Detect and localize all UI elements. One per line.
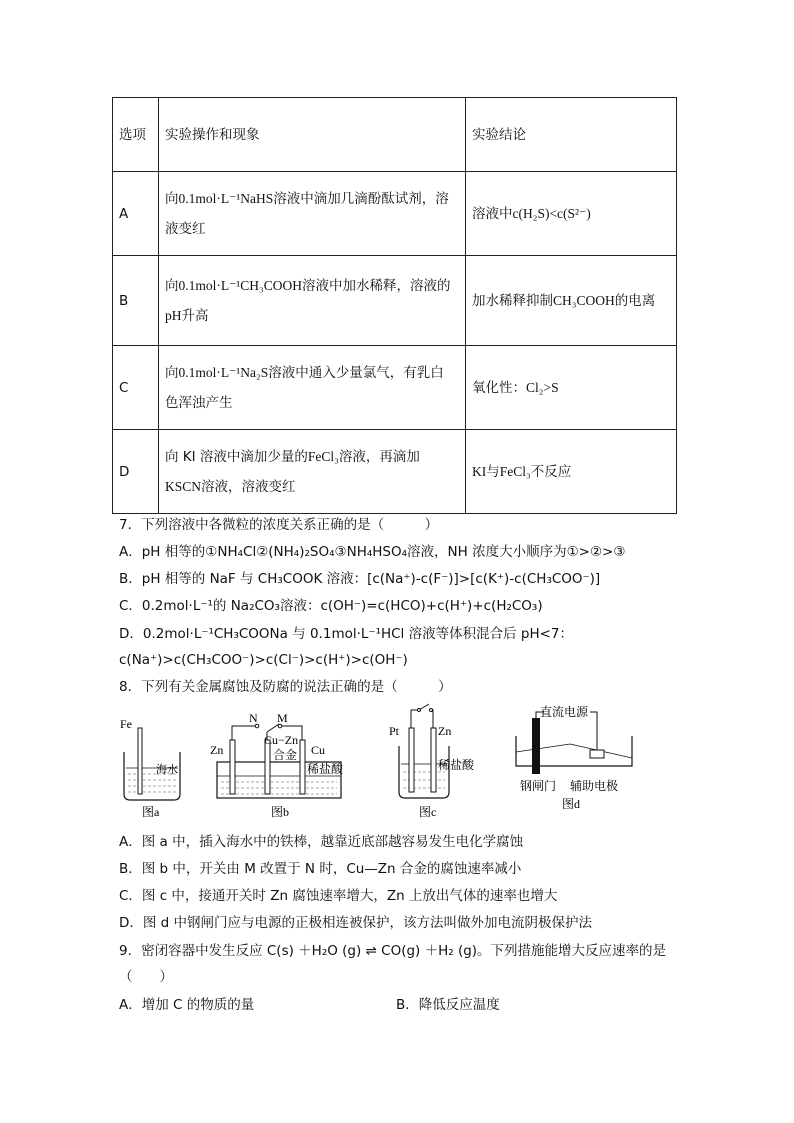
header-option: 选项 [113, 98, 159, 172]
formula: FeCl₃ [307, 448, 339, 464]
fig-b-caption: 图b [271, 805, 290, 819]
fig-b-left-electrode: Zn [210, 743, 224, 757]
q9-option-a: A．增加 C 的物质的量 [119, 997, 255, 1013]
formula: KI [472, 463, 487, 479]
formula: 0.1mol·L⁻¹CH₃COOH [178, 277, 303, 293]
fig-b-switch-n: N [249, 711, 258, 725]
table-row [113, 172, 677, 256]
q7-option-a: A．pH 相等的①NH₄Cl②(NH₄)₂SO₄③NH₄HSO₄溶液，NH 浓度大小顺序为①>②>③ [119, 544, 626, 560]
q9-paren: （ ） [119, 969, 173, 985]
formula: pH [165, 307, 182, 323]
table-row [113, 346, 677, 430]
fig-d-power-source: 直流电源 [540, 705, 589, 719]
header-operation: 实验操作和现象 [159, 98, 466, 172]
row-option: B [113, 256, 159, 346]
fig-b-right-electrode: Cu [311, 743, 326, 757]
row-conclusion: 溶液中c(H₂S)<c(S²⁻) [466, 172, 677, 256]
formula: CH₃COOH [553, 292, 615, 308]
table-row [113, 256, 677, 346]
figure-c [385, 702, 490, 820]
row-operation: 向 KI 溶液中滴加少量的FeCl₃溶液，再滴加 KSCN溶液，溶液变红 [159, 430, 466, 514]
table-header-row [113, 98, 677, 172]
fig-b-solution: 稀盐酸 [307, 762, 344, 776]
fig-c-left-electrode: Pt [389, 724, 400, 738]
formula: Cl₂>S [526, 379, 559, 395]
q7-option-b: B．pH 相等的 NaF 与 CH₃COOK 溶液：[c(Na⁺)-c(F⁻)]>[c(K⁺)-c(CH₃COO⁻)] [119, 571, 601, 587]
formula: FeCl₃ [499, 463, 531, 479]
q9-option-b: B．降低反应温度 [396, 997, 500, 1013]
q7-option-c: C．0.2mol·L⁻¹的 Na₂CO₃溶液：c(OH⁻)=c(HCO)+c(H⁺)+c(H₂CO₃) [119, 598, 543, 614]
fig-d-aux-electrode: 辅助电极 [570, 779, 619, 793]
fig-b-alloy: Cu−Zn [264, 733, 299, 747]
fig-b-switch-m: M [277, 711, 288, 725]
table-row [113, 430, 677, 514]
q8-option-d: D．图 d 中钢闸门应与电源的正极相连被保护，该方法叫做外加电流阴极保护法 [119, 915, 593, 931]
q9-stem: 9．密闭容器中发生反应 C(s) ＋H₂O (g) ⇌ CO(g) ＋H₂ (g)。下列措施能增大反应速率的是 [119, 943, 667, 959]
formula: 0.1mol·L⁻¹Na₂S [178, 364, 269, 380]
fig-d-caption: 图d [562, 797, 581, 811]
fig-c-right-electrode: Zn [438, 724, 452, 738]
q8-option-b: B．图 b 中，开关由 M 改置于 N 时，Cu—Zn 合金的腐蚀速率减小 [119, 861, 522, 877]
formula: c(H₂S)<c(S²⁻) [512, 205, 591, 221]
q7-option-d-cont: c(Na⁺)>c(CH₃COO⁻)>c(Cl⁻)>c(H⁺)>c(OH⁻) [119, 652, 408, 668]
row-operation: 向0.1mol·L⁻¹NaHS溶液中滴加几滴酚酞试剂，溶 液变红 [159, 172, 466, 256]
row-option: C [113, 346, 159, 430]
formula: 0.1mol·L⁻¹NaHS [178, 190, 274, 206]
q7-stem: 7．下列溶液中各微粒的浓度关系正确的是（ ） [119, 517, 439, 533]
row-conclusion: KI与FeCl₃不反应 [466, 430, 677, 514]
q8-option-a: A．图 a 中，插入海水中的铁棒，越靠近底部越容易发生电化学腐蚀 [119, 834, 524, 850]
header-conclusion: 实验结论 [466, 98, 677, 172]
row-option: D [113, 430, 159, 514]
experiment-table [112, 97, 677, 514]
fig-c-solution: 稀盐酸 [438, 758, 475, 772]
q8-option-c: C．图 c 中，接通开关时 Zn 腐蚀速率增大，Zn 上放出气体的速率也增大 [119, 888, 558, 904]
fig-d-steel-gate: 钢闸门 [520, 779, 557, 793]
row-conclusion: 加水稀释抑制CH₃COOH的电离 [466, 256, 677, 346]
fig-a-metal: Fe [120, 717, 132, 731]
fig-a-caption: 图a [142, 805, 160, 819]
row-option: A [113, 172, 159, 256]
row-operation: 向0.1mol·L⁻¹CH₃COOH溶液中加水稀释，溶液的 pH升高 [159, 256, 466, 346]
fig-c-caption: 图c [419, 805, 437, 819]
fig-b-alloy-2: 合金 [273, 748, 298, 762]
formula: KSCN [165, 478, 202, 494]
q8-stem: 8．下列有关金属腐蚀及防腐的说法正确的是（ ） [119, 679, 452, 695]
figure-b [205, 710, 355, 820]
row-operation: 向0.1mol·L⁻¹Na₂S溶液中通入少量氯气，有乳白 色浑浊产生 [159, 346, 466, 430]
figure-a [118, 712, 202, 820]
q7-option-d: D．0.2mol·L⁻¹CH₃COONa 与 0.1mol·L⁻¹HCl 溶液等体积混合后 pH<7： [119, 626, 574, 642]
row-conclusion: 氧化性：Cl₂>S [466, 346, 677, 430]
fig-a-solution: 海水 [156, 764, 178, 776]
figure-d [510, 700, 640, 820]
